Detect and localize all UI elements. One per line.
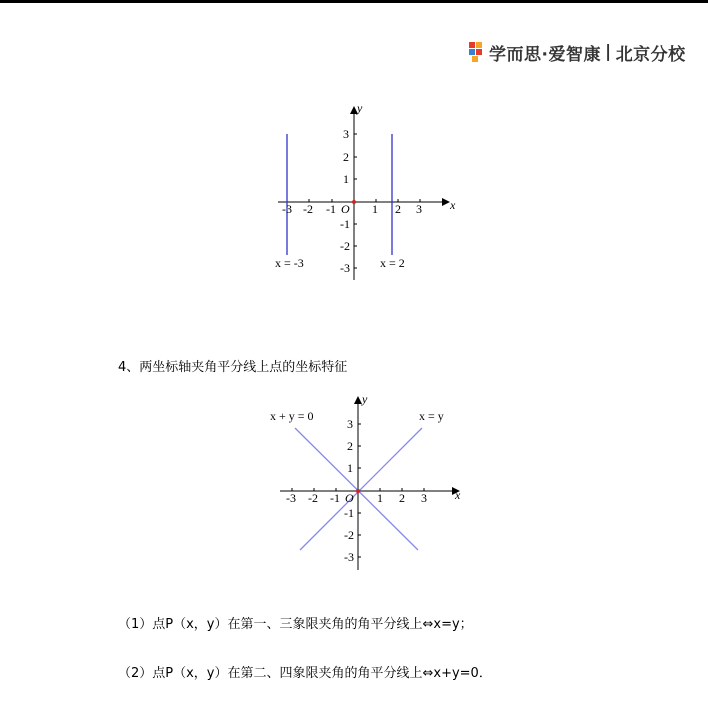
x-tick-label: -1 xyxy=(330,491,340,505)
x-tick-label: 2 xyxy=(395,202,401,216)
y-tick-label: 1 xyxy=(343,172,349,186)
y-tick-label: -2 xyxy=(344,528,354,542)
x-tick-label: -3 xyxy=(282,202,292,216)
origin-dot xyxy=(356,489,360,493)
origin-dot xyxy=(352,200,356,204)
figure-vertical-lines xyxy=(270,100,470,285)
brand-branch: 北京分校 xyxy=(615,44,686,65)
x-tick-label: -2 xyxy=(303,202,313,216)
y-tick-label: 2 xyxy=(347,439,353,453)
x-axis-label: x xyxy=(450,198,456,212)
x-tick-label: 1 xyxy=(377,491,383,505)
line-x-plus-y-eq-0 xyxy=(295,428,418,550)
xueersi-logo-icon xyxy=(466,41,486,63)
y-tick-label: -2 xyxy=(340,239,350,253)
x-tick-label: 1 xyxy=(372,202,378,216)
y-tick-label: -1 xyxy=(344,506,354,520)
line-pos-label: x = y xyxy=(419,409,444,423)
line-left-label: x = -3 xyxy=(275,256,304,270)
line-right-label: x = 2 xyxy=(380,256,405,270)
y-tick-label: -3 xyxy=(344,550,354,564)
section-heading: 4、两坐标轴夹角平分线上点的坐标特征 xyxy=(118,360,348,375)
x-tick-label: -1 xyxy=(326,202,336,216)
brand-separator: | xyxy=(604,42,612,62)
y-tick-label: -1 xyxy=(340,217,350,231)
y-tick-label: 3 xyxy=(343,127,349,141)
y-tick-label: 2 xyxy=(343,150,349,164)
brand-header xyxy=(466,40,686,64)
y-axis-label: y xyxy=(357,101,363,115)
line-neg-label: x + y = 0 xyxy=(270,409,314,423)
y-tick-label: 3 xyxy=(347,417,353,431)
y-tick-label: 1 xyxy=(347,461,353,475)
y-axis-label: y xyxy=(362,392,368,406)
x-tick-label: -3 xyxy=(286,491,296,505)
top-border xyxy=(0,0,708,3)
figure-bisector-lines xyxy=(265,392,475,575)
origin-label: O xyxy=(341,202,350,216)
statement-1: （1）点P（x，y）在第一、三象限夹角的角平分线上⇔x=y； xyxy=(118,617,473,632)
x-tick-label: 3 xyxy=(421,491,427,505)
x-tick-label: 2 xyxy=(399,491,405,505)
y-tick-label: -3 xyxy=(340,261,350,275)
x-tick-label: 3 xyxy=(416,202,422,216)
origin-label: O xyxy=(345,491,354,505)
statement-2: （2）点P（x，y）在第二、四象限夹角的角平分线上⇔x+y=0． xyxy=(118,666,492,681)
x-axis-label: x xyxy=(455,488,461,502)
brand-name: 学而思·爱智康 xyxy=(489,44,601,65)
x-tick-label: -2 xyxy=(308,491,318,505)
